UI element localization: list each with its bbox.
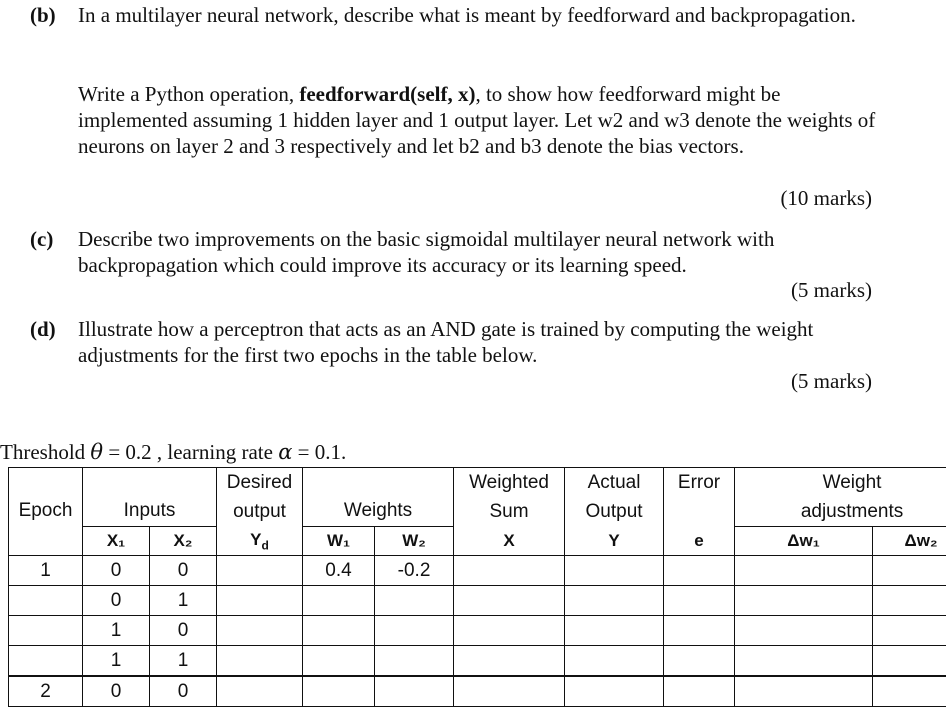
cell-x2: 1: [150, 586, 217, 616]
cell-dw2: [873, 646, 946, 677]
header-weights: [303, 468, 454, 527]
cell-epoch: [9, 586, 83, 616]
table-row: [9, 676, 946, 707]
header-inputs-label: Inputs: [123, 500, 176, 521]
header-wsum-2: Sum: [454, 497, 565, 527]
table-body: [9, 556, 946, 707]
cell-e: [664, 646, 735, 677]
cell-y: [565, 556, 664, 586]
question-d-marks: (5 marks): [790, 369, 872, 393]
cell-w2: [375, 586, 454, 616]
cell-e: [664, 676, 735, 707]
header-adj-2: adjustments: [735, 497, 946, 527]
sub-x1: X₁: [83, 527, 150, 556]
sub-yd: $Y_d$: [217, 527, 303, 556]
header-epoch: [9, 468, 83, 527]
cell-x: [454, 676, 565, 707]
cell-y: [565, 676, 664, 707]
cell-x1: 0: [83, 556, 150, 586]
table-row: [9, 616, 946, 646]
cell-x2: 1: [150, 646, 217, 677]
training-table: [8, 467, 946, 707]
cell-yd: [217, 676, 303, 707]
table-row: [9, 586, 946, 616]
sub-dw2: Δw₂: [873, 527, 946, 556]
cell-yd: [217, 646, 303, 677]
question-b-text: In a multilayer neural network, describe what is meant by feedforward and backpropagation.: [78, 3, 856, 27]
cell-y: [565, 646, 664, 677]
sub-x2: X₂: [150, 527, 217, 556]
header-inputs: [83, 468, 217, 527]
cell-yd: [217, 556, 303, 586]
cell-e: [664, 616, 735, 646]
question-b-marks: (10 marks): [780, 186, 872, 210]
header-desired-1: Desired: [217, 468, 303, 498]
header-weights-label: Weights: [343, 500, 413, 521]
cell-y: [565, 586, 664, 616]
question-b-task-pre: Write a Python operation,: [78, 82, 300, 106]
cell-w2: -0.2: [375, 556, 454, 586]
question-c-text: Describe two improvements on the basic sigmoidal multilayer neural network with backpropagation which could improve its accuracy or its learning speed.: [78, 227, 775, 277]
threshold-post: = 0.1.: [292, 440, 347, 464]
cell-x1: 1: [83, 646, 150, 677]
cell-x2: 0: [150, 556, 217, 586]
cell-dw1: [735, 646, 873, 677]
cell-w1: [303, 586, 375, 616]
cell-x1: 0: [83, 676, 150, 707]
threshold-pre: Threshold: [0, 440, 91, 464]
cell-x: [454, 646, 565, 677]
cell-dw1: [735, 616, 873, 646]
question-b: [0, 2, 946, 192]
theta-symbol: θ: [90, 440, 104, 464]
cell-x1: 1: [83, 616, 150, 646]
question-b-function-name: feedforward(self, x): [299, 82, 476, 106]
cell-dw2: [873, 556, 946, 586]
threshold-mid: = 0.2 , learning rate: [103, 440, 279, 464]
question-d-label: (d): [30, 317, 56, 341]
cell-w1: 0.4: [303, 556, 375, 586]
table-header: [9, 468, 946, 556]
cell-dw2: [873, 616, 946, 646]
sub-x: X: [454, 527, 565, 556]
table-row: [9, 646, 946, 677]
cell-yd: [217, 586, 303, 616]
cell-epoch: [9, 616, 83, 646]
question-c: [0, 226, 946, 286]
sub-dw1: Δw₁: [735, 527, 873, 556]
question-c-marks: (5 marks): [790, 278, 872, 302]
question-d-text: Illustrate how a perceptron that acts as an AND gate is trained by computing the weight adjustments for the first two epochs in the table below.: [78, 317, 814, 367]
cell-y: [565, 616, 664, 646]
sub-y: Y: [565, 527, 664, 556]
cell-w2: [375, 616, 454, 646]
cell-yd: [217, 616, 303, 646]
cell-dw2: [873, 676, 946, 707]
header-error: Error: [664, 468, 735, 498]
cell-w1: [303, 676, 375, 707]
question-c-label: (c): [30, 227, 54, 251]
cell-epoch: [9, 646, 83, 677]
cell-w2: [375, 676, 454, 707]
sub-w2: W₂: [375, 527, 454, 556]
header-adj-1: Weight: [735, 468, 946, 498]
header-actual-2: Output: [565, 497, 664, 527]
cell-x: [454, 616, 565, 646]
cell-epoch: 1: [9, 556, 83, 586]
threshold-line: [0, 440, 346, 465]
cell-w2: [375, 646, 454, 677]
cell-dw1: [735, 676, 873, 707]
cell-dw2: [873, 586, 946, 616]
sub-e: e: [664, 527, 735, 556]
cell-x2: 0: [150, 616, 217, 646]
header-actual-1: Actual: [565, 468, 664, 498]
cell-x2: 0: [150, 676, 217, 707]
question-b-task-post: , to show how feedforward might be implemented assuming 1 hidden layer and 1 output layer. Let w2 and w3 denote the weights of neurons on layer 2 and 3 respectively and let b2 and b3 denote the bias vectors.: [78, 82, 876, 158]
cell-epoch: 2: [9, 676, 83, 707]
question-b-task: [78, 81, 878, 159]
header-desired-2: output: [217, 497, 303, 527]
table-row: [9, 556, 946, 586]
header-wsum-1: Weighted: [454, 468, 565, 498]
cell-x1: 0: [83, 586, 150, 616]
cell-e: [664, 586, 735, 616]
cell-x: [454, 556, 565, 586]
cell-dw1: [735, 556, 873, 586]
question-b-label: (b): [30, 3, 56, 27]
header-epoch-label: Epoch: [18, 500, 73, 522]
cell-dw1: [735, 586, 873, 616]
question-d: [0, 316, 946, 376]
cell-x: [454, 586, 565, 616]
sub-epoch-blank: [9, 527, 83, 556]
cell-e: [664, 556, 735, 586]
cell-w1: [303, 616, 375, 646]
header-error-blank: [664, 497, 735, 527]
cell-w1: [303, 646, 375, 677]
sub-w1: W₁: [303, 527, 375, 556]
alpha-symbol: α: [278, 440, 293, 464]
